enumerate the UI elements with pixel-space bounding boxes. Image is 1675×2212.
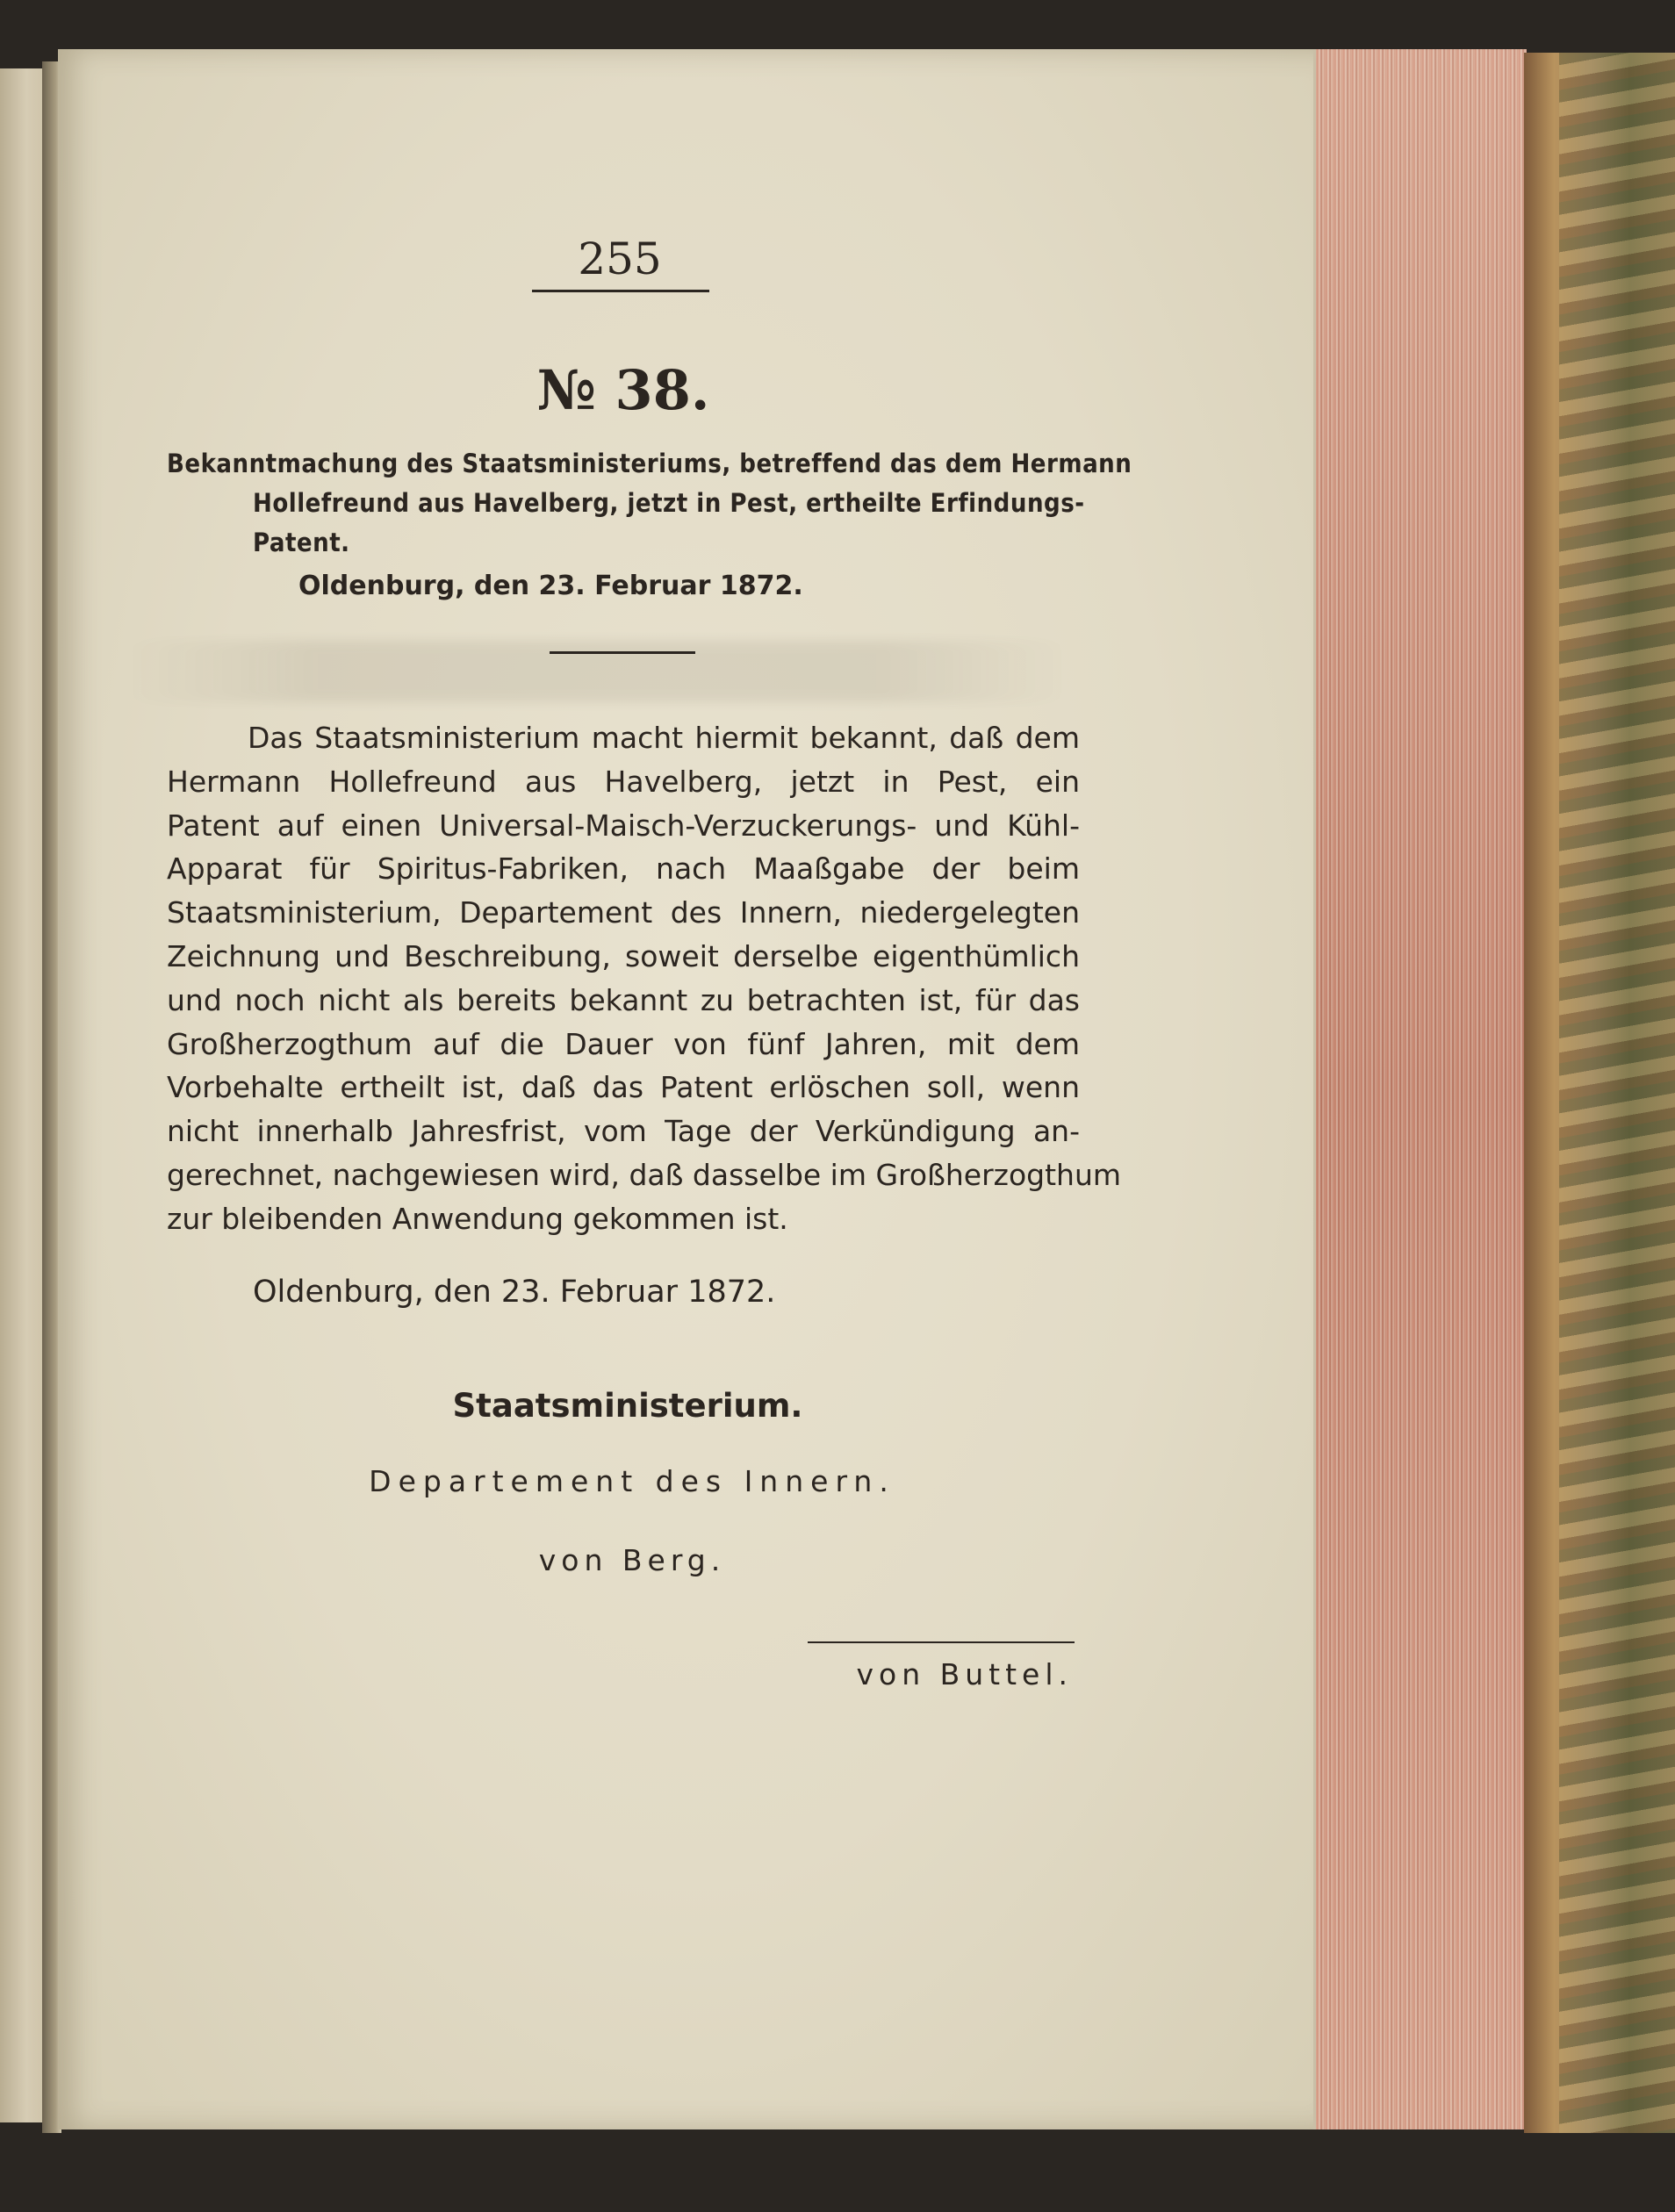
heading-line: Bekanntmachung des Staatsministeriums, betreffend das dem Hermann <box>167 449 1132 478</box>
ministry-signature: Staatsministerium. <box>452 1387 803 1425</box>
body-line: Vorbehalte ertheilt ist, daß das Patent erlöschen soll, wenn <box>167 1070 1080 1105</box>
body-line: Zeichnung und Beschreibung, soweit derselbe eigenthümlich <box>167 938 1080 973</box>
document-number: № 38. <box>536 358 710 422</box>
body-line: Das Staatsministerium macht hiermit bekannt, daß dem <box>248 721 1080 755</box>
heading-date: Oldenburg, den 23. Februar 1872. <box>298 571 803 601</box>
page-number: 255 <box>578 233 662 284</box>
body-line: Apparat für Spiritus-Fabriken, nach Maaßgabe der beim <box>167 851 1080 887</box>
heading-block <box>167 444 1132 563</box>
body-line: Patent auf einen Universal-Maisch-Verzuckerungs- und Kühl- <box>167 808 1080 843</box>
section-rule <box>550 651 695 654</box>
department-signature: Departement des Innern. <box>369 1464 895 1498</box>
signer-von-berg: von Berg. <box>538 1543 726 1577</box>
heading-line: Patent. <box>253 528 350 557</box>
signer-von-buttel: von Buttel. <box>856 1657 1073 1691</box>
body-paragraph <box>167 716 1122 1241</box>
body-line: Großherzogthum auf die Dauer von fünf Jahren, mit dem <box>167 1026 1080 1061</box>
signature-rule <box>808 1641 1075 1643</box>
page-number-rule <box>532 290 709 292</box>
body-line: und noch nicht als bereits bekannt zu betrachten ist, für das <box>167 982 1080 1017</box>
place-date: Oldenburg, den 23. Februar 1872. <box>253 1275 776 1310</box>
bleed-through-shadow <box>123 641 1071 702</box>
body-line: zur bleibenden Anwendung gekommen ist. <box>167 1201 788 1236</box>
body-line: nicht innerhalb Jahresfrist, vom Tage der Verkündigung an- <box>167 1114 1080 1149</box>
body-line: gerechnet, nachgewiesen wird, daß dasselbe im Großherzogthum <box>167 1157 1122 1192</box>
body-line: Hermann Hollefreund aus Havelberg, jetzt in Pest, ein <box>167 764 1080 799</box>
heading-line: Hollefreund aus Havelberg, jetzt in Pest, ertheilte Erfindungs- <box>253 488 1085 518</box>
body-line: Staatsministerium, Departement des Innern, niedergelegten <box>167 895 1080 930</box>
